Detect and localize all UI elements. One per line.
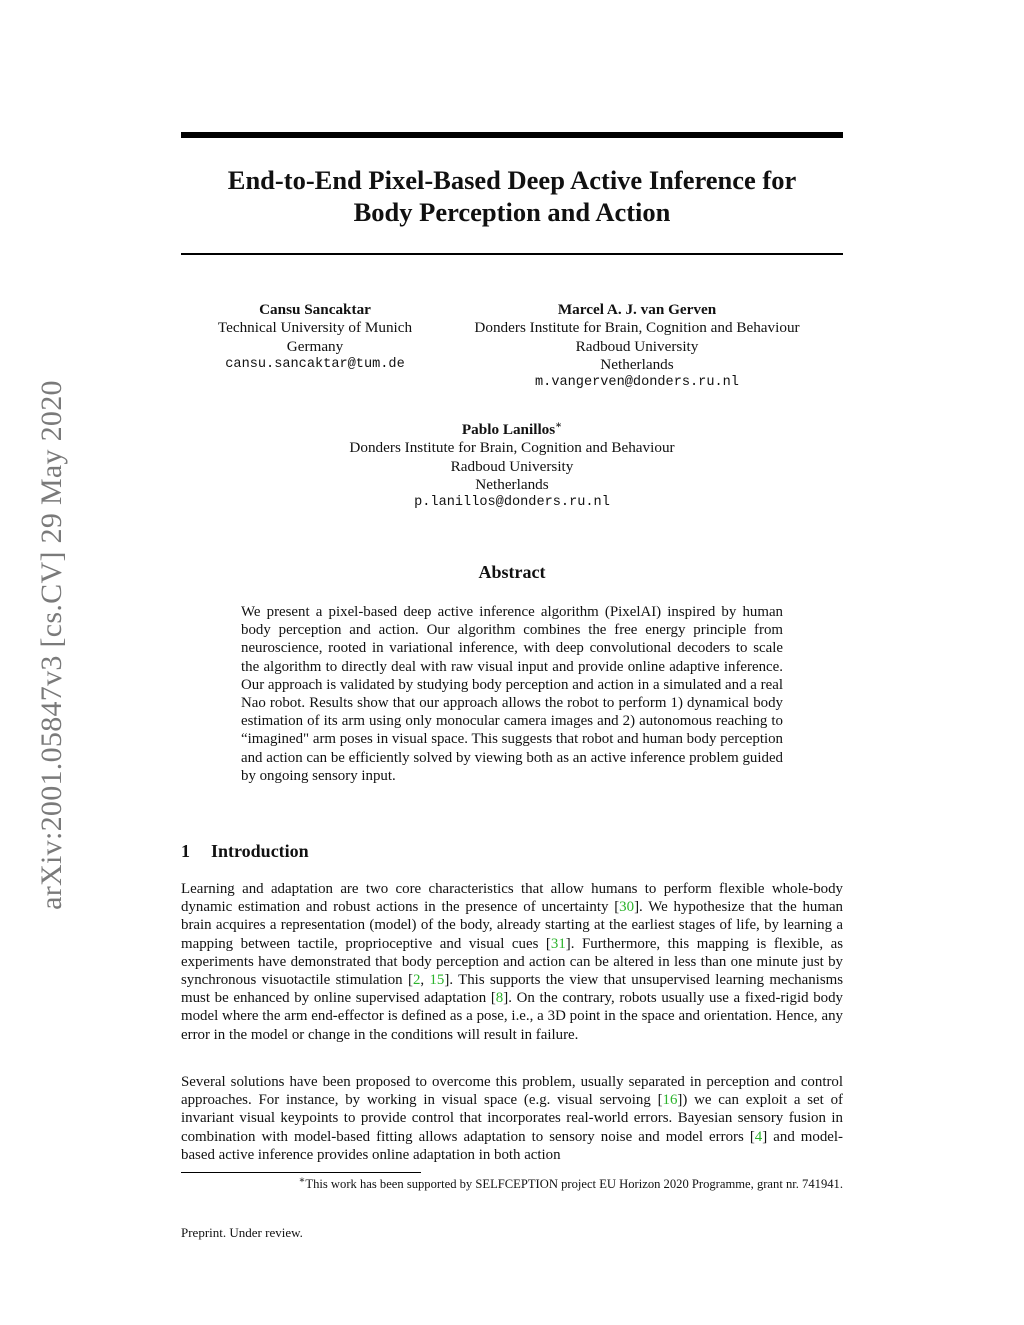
author-block-1 (195, 301, 435, 374)
title-line-1: End-to-End Pixel-Based Deep Active Inference for (227, 165, 797, 195)
text-run: ]. On the contrary, robots usually use a fixed-rigid body model where the arm end-effector is defined as a pose, i.e., a 3D point in the space and orientation. Hence, any error in the model or change in the conditions will result in failure. (181, 990, 843, 1043)
intro-paragraph-2 (181, 1073, 843, 1164)
citation-link[interactable]: 8 (495, 990, 504, 1007)
text-run: ] and model-based active inference provides online adaptation in both action (181, 1128, 843, 1163)
author-email[interactable]: cansu.sancaktar@tum.de (225, 356, 405, 372)
author-affiliation: Donders Institute for Brain, Cognition and Behaviour (474, 319, 800, 337)
author-email[interactable]: p.lanillos@donders.ru.nl (414, 495, 610, 511)
author-block-2 (447, 301, 827, 392)
citation-link[interactable]: 2 (412, 972, 421, 989)
paper-title (181, 164, 843, 228)
citation-link[interactable]: 31 (550, 935, 566, 952)
section-title: Introduction (211, 841, 309, 861)
citation-link[interactable]: 15 (429, 972, 445, 989)
author-block-3 (312, 421, 712, 512)
citation-link[interactable]: 16 (662, 1092, 678, 1109)
title-line-2: Body Perception and Action (353, 197, 671, 227)
text-run: ]. We hypothesize that the human brain acquires a representation (model) of the body, already starting at the earliest stages of life, by learning a mapping between tactile, proprioceptive and visual cues [ (181, 899, 843, 952)
author-university: Radboud University (575, 337, 699, 355)
footnote-rule (181, 1172, 421, 1173)
author-university: Radboud University (450, 457, 574, 475)
author-name-row (312, 421, 712, 439)
text-run: Learning and adaptation are two core characteristics that allow humans to perform flexible whole-body dynamic estimation and robust actions in the presence of uncertainty [ (181, 881, 843, 916)
footnote-marker: ∗ (555, 419, 563, 431)
arxiv-stamp: arXiv:2001.05847v3 [cs.CV] 29 May 2020 (35, 380, 68, 910)
text-run: ]) we can exploit a set of invariant visual keypoints to provide control that incorporates real-world errors. Bayesian sensory fusion in combination with model-based fitting allows adaptation to sensory noise and model errors [ (181, 1092, 843, 1145)
author-name: Cansu Sancaktar (259, 301, 371, 318)
section-heading-introduction (181, 840, 309, 862)
abstract-heading: Abstract (478, 562, 546, 582)
text-run: , (420, 972, 430, 989)
footnote-marker: ∗ (298, 1174, 306, 1186)
author-name: Marcel A. J. van Gerven (557, 301, 717, 318)
author-name: Pablo Lanillos (461, 421, 556, 438)
abstract-text: We present a pixel-based deep active inference algorithm (PixelAI) inspired by human body perception and action. Our algorithm combines the free energy principle from neuroscience, rooted in variational inference, with deep convolutional decoders to scale the algorithm to directly deal with raw visual input and provide online adaptive inference. Our approach is validated by studying body perception and action in a simulated and a real Nao robot. Results show that our approach allows the robot to perform 1) dynamical body estimation of its arm using only monocular camera images and 2) autonomous reaching to “imagined" arm poses in visual space. This suggests that robot and human body perception and action can be efficiently solved by viewing both as an active inference problem guided by ongoing sensory input. (241, 604, 783, 784)
footnote-text: This work has been supported by SELFCEPTION project EU Horizon 2020 Programme, grant nr. 741941. (305, 1177, 843, 1191)
author-country: Netherlands (600, 355, 674, 373)
footnote (181, 1174, 843, 1192)
author-country: Germany (286, 337, 344, 355)
preprint-note: Preprint. Under review. (181, 1225, 303, 1240)
author-email[interactable]: m.vangerven@donders.ru.nl (535, 375, 739, 391)
text-run: Several solutions have been proposed to overcome this problem, usually separated in perception and control approaches. For instance, by working in visual space (e.g. visual servoing [ (181, 1074, 843, 1109)
author-affiliation: Donders Institute for Brain, Cognition and Behaviour (349, 439, 675, 457)
text-run: ]. This supports the view that unsupervised learning mechanisms must be enhanced by online supervised adaptation [ (181, 972, 843, 1007)
author-country: Netherlands (475, 475, 549, 493)
title-bottom-rule (181, 253, 843, 255)
text-run: ]. Furthermore, this mapping is flexible, as experiments have demonstrated that body perception and action can be altered in less than one minute just by synchronous visuotactile stimulation [ (181, 935, 843, 989)
citation-link[interactable]: 4 (754, 1128, 763, 1145)
citation-link[interactable]: 30 (619, 899, 635, 916)
section-number: 1 (181, 841, 190, 861)
author-affiliation: Technical University of Munich (217, 319, 413, 337)
title-top-rule (181, 132, 843, 138)
intro-paragraph-1 (181, 880, 843, 1044)
